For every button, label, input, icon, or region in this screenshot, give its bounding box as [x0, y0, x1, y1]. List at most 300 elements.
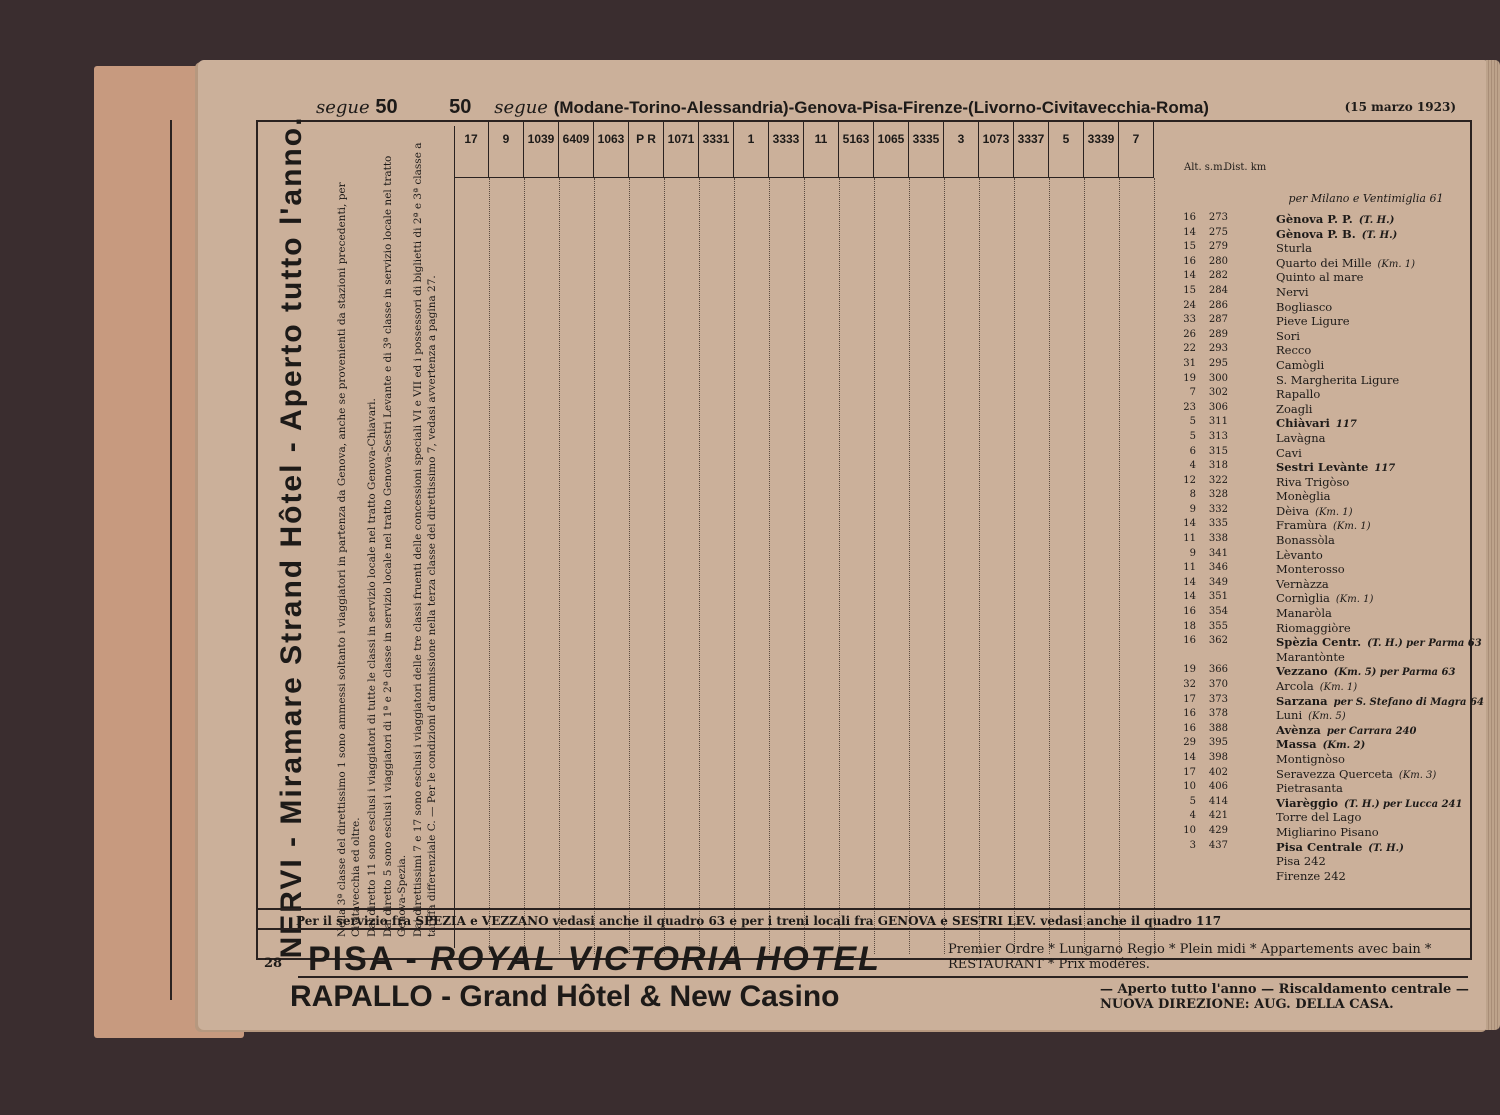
station-name [1276, 752, 1345, 766]
station-row [1183, 474, 1466, 490]
station-name [1276, 373, 1399, 387]
station-row [1189, 547, 1466, 563]
timetable-page [198, 60, 1490, 1030]
station-altitude: 33 [1183, 314, 1196, 326]
station-name [1276, 810, 1361, 824]
station-distance: 279 [1208, 241, 1228, 253]
station-row [1183, 401, 1466, 417]
station-altitude: 29 [1183, 737, 1196, 749]
station-row [1183, 357, 1466, 373]
station-distance: 349 [1208, 576, 1228, 588]
station-name-text: Marantònte [1276, 649, 1345, 664]
train-column-body [1014, 178, 1050, 954]
station-name [1276, 504, 1353, 518]
station-name-text: Riva Trigòso [1276, 474, 1350, 489]
station-altitude: 17 [1183, 766, 1196, 778]
station-name [1276, 606, 1332, 620]
train-column-body [1119, 178, 1155, 954]
train-column-body [874, 178, 910, 954]
station-distance: 287 [1208, 314, 1228, 326]
station-altitude: 9 [1189, 547, 1196, 559]
page-header [316, 96, 1456, 120]
station-altitude: 4 [1189, 810, 1196, 822]
station-name [1276, 343, 1311, 357]
station-row [1183, 576, 1466, 592]
station-row [1183, 314, 1466, 329]
train-grid [454, 122, 1244, 954]
station-row [1183, 328, 1466, 344]
station-altitude: 5 [1189, 430, 1196, 442]
station-note: (T. H.) per Parma 63 [1367, 638, 1482, 650]
station-row [1183, 664, 1466, 679]
station-distance: 273 [1208, 212, 1228, 223]
station-altitude: 32 [1183, 679, 1196, 690]
station-altitude: 14 [1183, 270, 1196, 282]
station-altitude: 16 [1183, 722, 1196, 734]
station-name-text: Quarto dei Mille [1276, 255, 1372, 270]
station-row [1183, 241, 1466, 256]
timetable-frame [256, 115, 1484, 960]
station-altitude: 16 [1183, 606, 1196, 618]
station-note: (T. H.) [1358, 215, 1395, 226]
station-row [1189, 489, 1466, 504]
station-name [1276, 212, 1394, 226]
station-distance: 300 [1208, 372, 1228, 384]
station-name [1276, 664, 1455, 678]
station-name-text: Lavàgna [1276, 430, 1326, 445]
station-altitude: 31 [1183, 357, 1196, 369]
station-name [1276, 227, 1397, 241]
station-distance: 346 [1208, 562, 1228, 574]
station-distance: 328 [1208, 489, 1228, 501]
station-altitude: 26 [1183, 328, 1196, 340]
station-note: per S. Stefano di Magra 64 [1333, 696, 1484, 708]
station-name [1276, 723, 1416, 737]
footnotes-text [335, 137, 441, 937]
station-note: (Km. 1) [1315, 506, 1353, 518]
page-number: 28 [264, 956, 283, 971]
station-altitude: 10 [1183, 781, 1196, 793]
station-altitude: 23 [1183, 401, 1196, 413]
station-distance: 437 [1208, 839, 1228, 851]
nervi-hotel-text: NERVI - Miramare Strand Hôtel - Aperto tutto l'anno. [275, 115, 308, 959]
edition-date: (15 marzo 1923) [1344, 100, 1456, 114]
station-row [1183, 606, 1466, 621]
station-row [1183, 722, 1466, 738]
train-column-body [769, 178, 805, 954]
station-row [1183, 343, 1466, 358]
train-column-body [734, 178, 770, 954]
station-row [1189, 445, 1466, 461]
station-name [1276, 548, 1323, 562]
station-row [1189, 839, 1466, 855]
station-distance: 341 [1208, 547, 1228, 559]
train-column-header: 3 [944, 122, 979, 178]
train-column-body [699, 178, 735, 954]
station-name [1276, 402, 1313, 416]
station-name-text: Cornìglia [1276, 591, 1330, 606]
page-stack-edge [1486, 60, 1500, 1030]
station-name [1276, 650, 1345, 664]
station-altitude: 16 [1183, 212, 1196, 223]
station-name-text: Sestri Levànte [1276, 460, 1369, 475]
station-row [1183, 766, 1466, 782]
station-row [1183, 299, 1466, 315]
station-name [1276, 387, 1320, 401]
station-name-text: Seravezza Querceta [1276, 766, 1393, 781]
station-row [1183, 737, 1466, 752]
train-column-body [839, 178, 875, 954]
station-name-text: Sturla [1276, 241, 1312, 256]
station-name [1276, 241, 1312, 255]
station-altitude: 18 [1183, 620, 1196, 632]
station-row [1183, 372, 1466, 388]
station-distance: 286 [1208, 299, 1228, 311]
train-column-header: 1065 [874, 122, 909, 178]
station-altitude: 16 [1183, 635, 1196, 647]
station-distance: 311 [1208, 416, 1228, 428]
station-name [1276, 416, 1357, 430]
station-distance: 322 [1208, 474, 1228, 486]
train-column-body [629, 178, 665, 954]
station-distance: 378 [1208, 708, 1228, 720]
station-row [1183, 635, 1482, 650]
station-name-text: Cavi [1276, 445, 1302, 460]
station-distance: 370 [1208, 679, 1228, 690]
train-column-header: 3331 [699, 122, 734, 178]
station-row [1189, 795, 1466, 811]
stations-from-note: per Milano e Ventimiglia 61 [1288, 192, 1444, 205]
station-distance: 354 [1208, 606, 1228, 618]
station-name-text: Gènova P. B. [1276, 226, 1356, 241]
station-name-text: Framùra [1276, 518, 1327, 533]
train-column-body [909, 178, 945, 954]
station-altitude: 8 [1189, 489, 1196, 501]
train-column-header: P R [629, 122, 664, 178]
station-name-text: Pietrasanta [1276, 781, 1343, 796]
station-note: (T. H.) [1361, 229, 1398, 241]
station-distance: 315 [1208, 445, 1228, 457]
station-altitude: 6 [1189, 445, 1196, 457]
station-distance: 275 [1208, 226, 1228, 238]
train-column-body [979, 178, 1015, 954]
station-distance: 289 [1208, 328, 1228, 340]
note-2: Dal diretto 11 sono esclusi i viaggiatori di tutte le classi in servizio locale nel tratto Genova-Chiavari. [366, 398, 378, 937]
station-name [1276, 577, 1329, 591]
train-column-header: 7 [1119, 122, 1154, 178]
train-column-body [664, 178, 700, 954]
station-note: (Km. 5) [1308, 711, 1346, 723]
station-name-text: Bogliasco [1276, 299, 1333, 314]
station-distance: 429 [1208, 824, 1228, 836]
train-column-header: 9 [489, 122, 524, 178]
station-name [1276, 737, 1365, 751]
service-footnote: Per il servizio fra SPEZIA e VEZZANO vedasi anche il quadro 63 e per i treni locali fra GENOVA e SESTRI LEV. vedasi anche il quadro 117 [256, 908, 1470, 930]
train-column-header: 3333 [769, 122, 804, 178]
station-altitude: 17 [1183, 693, 1196, 705]
station-name-text: Lèvanto [1276, 547, 1323, 562]
station-distance: 306 [1208, 401, 1228, 413]
station-name [1276, 694, 1484, 708]
station-name [1276, 300, 1332, 314]
station-name-text: Sori [1276, 328, 1300, 343]
station-note: (Km. 1) [1333, 521, 1371, 533]
station-name-text: Migliarino Pisano [1276, 824, 1379, 839]
station-altitude: 22 [1183, 343, 1196, 355]
station-name-text: Massa [1276, 737, 1317, 752]
station-name-text: Vernàzza [1276, 576, 1329, 591]
station-distance: 284 [1208, 284, 1228, 296]
station-distance: 362 [1208, 635, 1228, 647]
station-altitude: 12 [1183, 474, 1196, 486]
station-row [1183, 284, 1466, 300]
station-name-text: Bonassòla [1276, 533, 1335, 548]
station-name-text: Rapallo [1276, 387, 1321, 402]
train-column-header: 1073 [979, 122, 1014, 178]
station-distance: 295 [1208, 357, 1228, 369]
station-altitude: 15 [1183, 241, 1196, 253]
station-row [1266, 650, 1466, 665]
train-column-header: 3339 [1084, 122, 1119, 178]
station-row [1183, 533, 1466, 548]
station-name-text: Quinto al mare [1276, 270, 1364, 285]
station-altitude: 24 [1183, 299, 1196, 311]
station-distance: 355 [1208, 620, 1228, 632]
nervi-hotel-advert [266, 115, 318, 959]
altitude-header: Alt. s.m. [1184, 162, 1226, 173]
station-note: (T. H.) [1368, 842, 1404, 854]
note-4: Dai direttissimi 7 e 17 sono esclusi i viaggiatori delle tre classi fruenti delle concessioni speciali VI e VII ed i possessori di biglietti di 2ª e 3ª classe a tariffa differenziale C. — Per le condizioni d'ammissione nella terza classe del direttissimo 7, vedasi avvertenza a pagina 27. [412, 142, 438, 937]
station-row [1266, 854, 1466, 869]
header-left-num: 50 [375, 96, 398, 118]
station-note: (Km. 1) [1377, 258, 1415, 270]
station-altitude: 5 [1189, 795, 1196, 807]
station-altitude: 14 [1183, 518, 1196, 530]
station-altitude: 7 [1189, 387, 1196, 399]
station-name-text: Dèiva [1276, 503, 1310, 518]
station-note: (Km. 5) per Parma 63 [1333, 667, 1456, 679]
station-name-text: Zoagli [1276, 401, 1313, 416]
station-distance: 313 [1208, 430, 1228, 442]
station-name [1276, 591, 1373, 605]
header-right-segue: segue [494, 97, 548, 118]
station-note: 117 [1374, 463, 1396, 475]
station-name [1276, 869, 1346, 883]
train-column-header: 1063 [594, 122, 629, 178]
station-name [1276, 781, 1343, 795]
train-column-header: 5 [1049, 122, 1084, 178]
station-distance: 332 [1208, 503, 1228, 515]
station-name [1276, 475, 1349, 489]
station-note: (Km. 3) [1398, 769, 1437, 781]
train-column-body [804, 178, 840, 954]
station-altitude: 11 [1183, 562, 1196, 574]
station-name-text: Camògli [1276, 357, 1325, 372]
rapallo-hotel-details: — Aperto tutto l'anno — Riscaldamento centrale — NUOVA DIREZIONE: AUG. DELLA CASA. [1100, 982, 1469, 1012]
station-name-text: Pieve Ligure [1276, 314, 1350, 329]
station-name-text: Riomaggiòre [1276, 620, 1351, 635]
station-altitude: 19 [1183, 664, 1196, 676]
station-row [1183, 693, 1484, 709]
station-note: (Km. 1) [1335, 594, 1374, 606]
station-distance: 280 [1208, 255, 1228, 267]
station-altitude: 9 [1189, 503, 1196, 515]
station-distance: 421 [1208, 810, 1228, 822]
station-name-text: Viarèggio [1276, 795, 1339, 810]
rapallo-hotel-name: RAPALLO - Grand Hôtel & New Casino [290, 980, 840, 1013]
station-name-text: Pisa Centrale [1276, 839, 1363, 854]
station-name-text: Pisa 242 [1276, 854, 1326, 869]
station-name [1276, 840, 1404, 854]
station-distance: 398 [1208, 751, 1228, 763]
train-column-header: 1039 [524, 122, 559, 178]
royal-victoria-word: ROYAL VICTORIA HOTEL [430, 940, 881, 978]
station-row [1183, 708, 1466, 723]
pisa-word: PISA [308, 940, 395, 978]
station-row [1183, 270, 1466, 285]
station-note: (T. H.) per Lucca 241 [1344, 798, 1463, 810]
station-name [1276, 358, 1324, 372]
train-column-body [524, 178, 560, 954]
station-distance: 351 [1208, 591, 1228, 603]
station-row [1189, 416, 1466, 431]
station-row [1189, 387, 1466, 402]
station-name-text: Spèzia Centr. [1276, 635, 1362, 650]
station-name [1276, 679, 1357, 693]
station-altitude: 15 [1183, 284, 1196, 296]
station-row [1189, 810, 1466, 825]
station-altitude: 5 [1189, 416, 1196, 428]
station-row [1183, 226, 1466, 242]
station-distance: 366 [1208, 664, 1228, 676]
station-name-text: Chiàvari [1276, 416, 1330, 431]
train-column-header: 3337 [1014, 122, 1049, 178]
station-note: (Km. 2) [1322, 740, 1366, 752]
station-name-text: Recco [1276, 343, 1312, 358]
station-name-text: S. Margherita Ligure [1276, 372, 1400, 387]
train-column-header: 1071 [664, 122, 699, 178]
station-name-text: Monterosso [1276, 562, 1345, 577]
station-row [1183, 562, 1466, 577]
station-altitude: 10 [1183, 824, 1196, 836]
station-row [1183, 518, 1466, 533]
station-name-text: Luni [1276, 708, 1303, 723]
pisa-hotel-details: Premier Ordre * Lungarno Regio * Plein midi * Appartements avec bain * RESTAURANT * Prix modérés. [948, 942, 1432, 972]
station-name-text: Avènza [1276, 722, 1321, 737]
train-column-header: 17 [454, 122, 489, 178]
station-row [1266, 869, 1466, 884]
note-1: Nella 3ª classe del direttissimo 1 sono ammessi soltanto i viaggiatori in partenza da Genova, anche se provenienti da stazioni precedenti, per Civitavecchia ed oltre. [336, 182, 362, 937]
station-name-text: Nervi [1276, 284, 1309, 299]
station-name [1276, 533, 1335, 547]
station-name-text: Arcola [1276, 679, 1314, 693]
station-name-text: Manaròla [1276, 606, 1332, 621]
station-distance: 414 [1208, 795, 1228, 807]
station-altitude: 16 [1183, 255, 1196, 267]
station-altitude: 3 [1189, 839, 1196, 851]
station-name [1276, 256, 1415, 270]
station-row [1183, 212, 1466, 227]
station-distance: 388 [1208, 722, 1228, 734]
station-name [1276, 825, 1379, 839]
header-left-segue: segue [316, 97, 370, 118]
station-note: 117 [1335, 419, 1357, 431]
station-altitude: 4 [1189, 460, 1196, 472]
train-column-body [1049, 178, 1085, 954]
station-row [1183, 591, 1466, 606]
station-name [1276, 767, 1436, 781]
station-name-text: Monèglia [1276, 489, 1331, 504]
station-name-text: Torre del Lago [1276, 810, 1362, 825]
station-altitude: 11 [1183, 533, 1196, 545]
train-column-body [559, 178, 595, 954]
station-name-text: Firenze 242 [1276, 868, 1346, 883]
station-name [1276, 854, 1326, 868]
station-distance: 293 [1208, 343, 1228, 355]
rapallo-hotel-advert [290, 978, 1470, 1018]
station-distance: 338 [1208, 533, 1228, 545]
station-name [1276, 460, 1395, 474]
station-row [1183, 781, 1466, 796]
train-column-header: 1 [734, 122, 769, 178]
pisa-hotel-name: PISA - ROYAL VICTORIA HOTEL [308, 940, 881, 978]
station-name-text: Gènova P. P. [1276, 212, 1353, 226]
station-name [1276, 489, 1331, 503]
station-row [1183, 620, 1466, 636]
train-column-body [944, 178, 980, 954]
distance-header: Dist. km [1224, 162, 1267, 173]
station-distance: 318 [1208, 460, 1228, 472]
station-name [1276, 562, 1345, 576]
station-row [1183, 679, 1466, 694]
station-name [1276, 270, 1363, 284]
station-row [1183, 751, 1466, 767]
station-name [1276, 635, 1482, 649]
station-name [1276, 796, 1462, 810]
station-distance: 395 [1208, 737, 1228, 749]
train-column-header: 3335 [909, 122, 944, 178]
station-distance: 406 [1208, 781, 1228, 793]
train-column-body [1084, 178, 1120, 954]
station-altitude: 14 [1183, 751, 1196, 763]
station-altitude: 14 [1183, 226, 1196, 238]
footnotes-column [322, 126, 455, 948]
train-column-body [489, 178, 525, 954]
station-name [1276, 518, 1370, 532]
station-distance: 302 [1208, 387, 1228, 399]
train-column-header: 6409 [559, 122, 594, 178]
pisa-hotel-advert [298, 940, 1468, 978]
note-3: Dal diretto 5 sono esclusi i viaggiatori di 1ª e 2ª classe in servizio locale nel tratto Genova-Sestri Levante e di 3ª classe in servizio locale nel tratto Genova-Spezia. [382, 155, 408, 937]
station-name [1276, 621, 1351, 635]
station-list [1183, 212, 1484, 883]
station-distance: 373 [1208, 693, 1228, 705]
station-altitude: 14 [1183, 591, 1196, 603]
station-name [1276, 314, 1350, 328]
station-row [1189, 430, 1466, 446]
route-title: (Modane-Torino-Alessandria)-Genova-Pisa-Firenze-(Livorno-Civitavecchia-Roma) [553, 98, 1209, 117]
station-note: (Km. 1) [1319, 682, 1358, 693]
station-distance: 335 [1208, 518, 1228, 530]
station-altitude: 19 [1183, 372, 1196, 384]
station-row [1183, 255, 1466, 271]
train-column-header: 11 [804, 122, 839, 178]
station-distance: 282 [1208, 270, 1228, 282]
station-altitude: 16 [1183, 708, 1196, 720]
station-name [1276, 285, 1309, 299]
station-name [1276, 329, 1300, 343]
station-altitude: 14 [1183, 576, 1196, 588]
